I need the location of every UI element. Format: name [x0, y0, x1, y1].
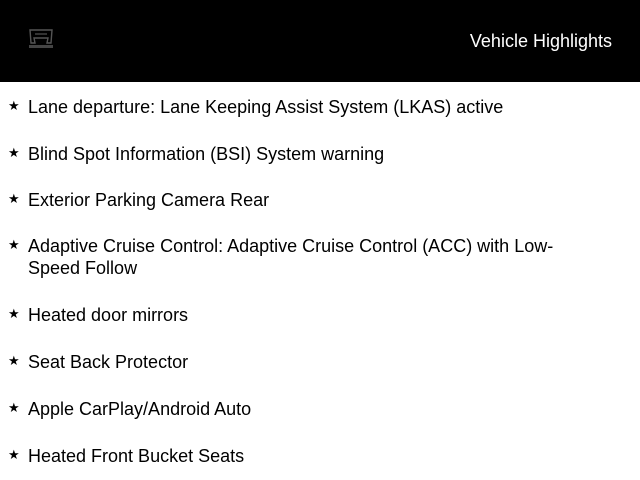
highlight-text: Heated Front Bucket Seats — [28, 446, 245, 466]
highlight-text: Heated door mirrors — [28, 305, 189, 325]
star-icon: ★ — [8, 307, 20, 322]
highlight-text: Adaptive Cruise Control: Adaptive Cruise Control (ACC) with Low-Speed Follow — [28, 236, 554, 278]
honda-logo-icon — [26, 28, 56, 50]
star-icon: ★ — [8, 448, 20, 463]
highlight-text: Apple CarPlay/Android Auto — [28, 399, 252, 419]
page-title: Vehicle Highlights — [469, 31, 612, 51]
header-bar — [0, 0, 640, 82]
star-icon: ★ — [8, 192, 20, 207]
highlight-text: Seat Back Protector — [28, 352, 189, 372]
star-icon: ★ — [8, 238, 20, 253]
star-icon: ★ — [8, 401, 20, 416]
star-icon: ★ — [8, 146, 20, 161]
highlight-text: Lane departure: Lane Keeping Assist System (LKAS) active — [28, 97, 504, 117]
highlight-text: Blind Spot Information (BSI) System warning — [28, 144, 385, 164]
star-icon: ★ — [8, 99, 20, 114]
star-icon: ★ — [8, 354, 20, 369]
highlight-text: Exterior Parking Camera Rear — [28, 190, 270, 210]
